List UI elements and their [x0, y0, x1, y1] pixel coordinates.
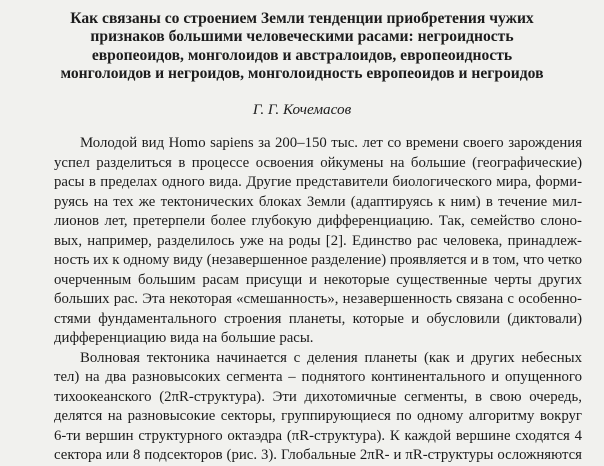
text-line: тихоокеанского (2πR-структура). Эти дихотомичные сегменты, в свою очередь,	[54, 388, 582, 405]
article-author: Г. Г. Кочемасов	[252, 101, 352, 118]
title-line: европеоидов, монголоидов и австралоидов, европеоидность	[91, 46, 513, 64]
text-line: вых, например, разделилось уже на роды [2]. Единство рас человека, принадлеж-	[54, 232, 582, 249]
text-line: успел разделиться в процессе освоения ойкумены на большие (географические)	[54, 154, 582, 171]
article-body	[54, 134, 582, 466]
text-line: 6-ти вершин структурного октаэдра (πR-структура). К каждой вершине сходятся 4	[54, 427, 582, 444]
text-line: Волновая тектоника начинается с деления планеты (как и других небесных	[80, 349, 582, 366]
text-line: Молодой вид Homo sapiens за 200–150 тыс. лет со времени своего зарождения	[80, 135, 582, 151]
title-line: признаков большими человеческими расами: негроидность	[90, 28, 514, 46]
paragraph-2	[54, 349, 582, 466]
text-line: стями фундаментального строения планеты, которые и обусловили (диктовали)	[54, 310, 582, 327]
text-line: сектора или 8 подсекторов (рис. 3). Глобальные 2πR- и πR-структуры осложняются	[54, 447, 582, 463]
title-line: Как связаны со строением Земли тенденции приобретения чужих	[70, 10, 534, 27]
text-line: ность их к одному виду (незавершенное разделение) проявляется и в том, что четко	[54, 252, 582, 268]
text-line: тел) на два разновысоких сегмента – поднятого континентального и опущенного	[54, 369, 582, 385]
text-line: делятся на разновысокие секторы, группирующиеся по одному алгоритму вокруг	[54, 408, 582, 424]
article-title	[22, 10, 582, 83]
text-line: лионов лет, претерпели более глубокую дифференциацию. Так, семейство слоно-	[54, 213, 582, 229]
text-line: очерченным большим расам присущи и некоторые существенные черты других	[54, 271, 582, 288]
paragraph-1	[54, 134, 582, 349]
text-line: больших рас. Эта некоторая «смешанность», незавершенность связана с особенно-	[54, 291, 582, 307]
title-line: монголоидов и негроидов, монголоидность европеоидов и негроидов	[60, 64, 544, 82]
text-line: дифференциацию вида на большие расы.	[54, 330, 314, 346]
text-line: расы в пределах одного вида. Другие представители биологического мира, форми-	[54, 174, 582, 190]
text-line: руясь на тех же тектонических блоках Земли (адаптируясь к ним) в течение мил-	[54, 193, 582, 210]
